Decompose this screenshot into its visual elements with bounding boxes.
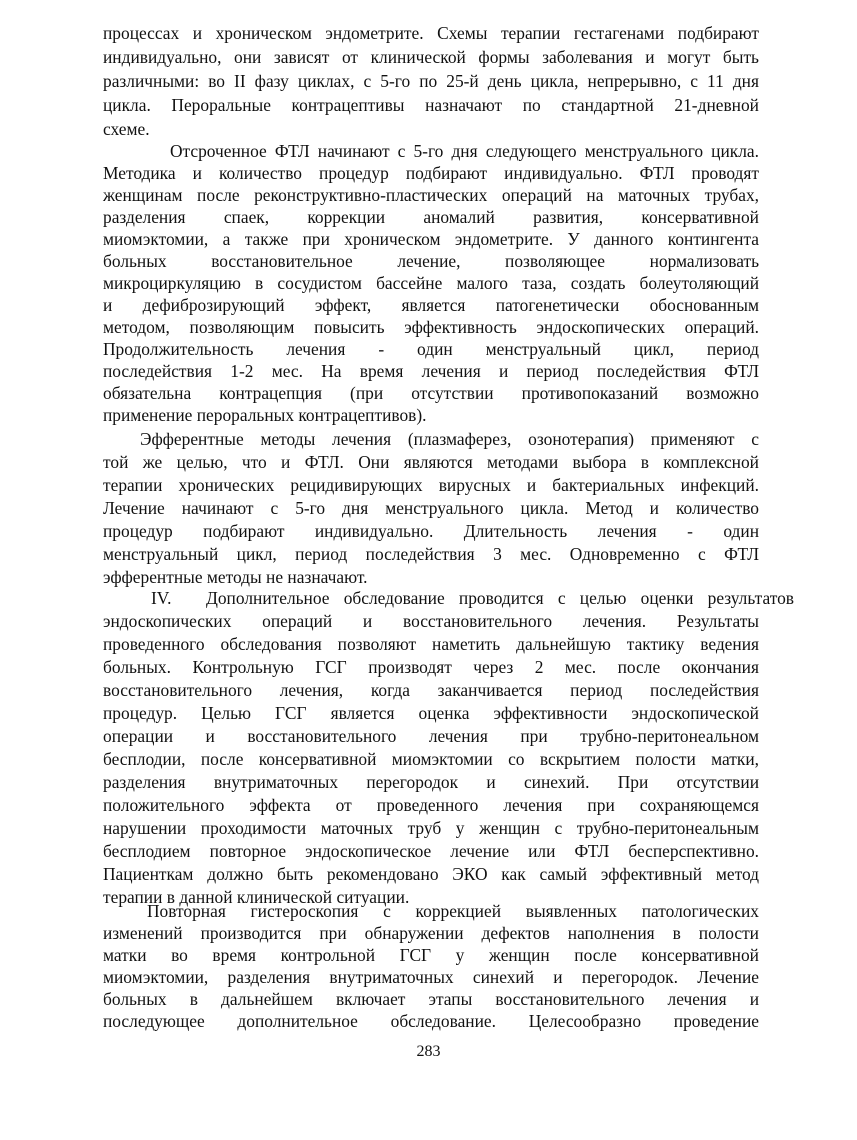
- text-line: восстановительного лечения, когда заканчивается период последействия: [103, 680, 759, 700]
- text-line: Пациенткам должно быть рекомендовано ЭКО как самый эффективный метод: [103, 864, 759, 884]
- text-line: Отсроченное ФТЛ начинают с 5-го дня следующего менструального цикла.: [170, 141, 759, 161]
- text-line: миомэктомии, а также при хроническом эндометрите. У данного контингента: [103, 229, 759, 249]
- text-line: той же целью, что и ФТЛ. Они являются методами выбора в комплексной: [103, 452, 759, 472]
- text-line: индивидуально, они зависят от клинической формы заболевания и могут быть: [103, 47, 759, 67]
- text-line: Методика и количество процедур подбирают индивидуально. ФТЛ проводят: [103, 163, 759, 183]
- text-line: разделения внутриматочных перегородок и синехий. При отсутствии: [103, 772, 759, 792]
- text-line: Дополнительное обследование проводится с целью оценки результатов: [206, 588, 794, 608]
- text-line: применение пероральных контрацептивов).: [103, 405, 427, 425]
- text-line: проведенного обследования позволяют наметить дальнейшую тактику ведения: [103, 634, 759, 654]
- text-line: больных. Контрольную ГСГ производят через 2 мес. после окончания: [103, 657, 759, 677]
- text-line: последующее дополнительное обследование. Целесообразно проведение: [103, 1011, 759, 1031]
- text-line: обязательна контрацепция (при отсутствии противопоказаний возможно: [103, 383, 759, 403]
- text-line: микроциркуляцию в сосудистом бассейне малого таза, создать болеутоляющий: [103, 273, 759, 293]
- text-line: терапии хронических рецидивирующих вирусных и бактериальных инфекций.: [103, 475, 759, 495]
- text-line: матки во время контрольной ГСГ у женщин после консервативной: [103, 945, 759, 965]
- text-line: последействия 1-2 мес. На время лечения и период последействия ФТЛ: [103, 361, 759, 381]
- page-number: 283: [416, 1043, 441, 1060]
- text-line: методом, позволяющим повысить эффективность эндоскопических операций.: [103, 317, 759, 337]
- text-line: процессах и хроническом эндометрите. Схемы терапии гестагенами подбирают: [103, 23, 759, 43]
- text-line: Продолжительность лечения - один менструальный цикл, период: [103, 339, 759, 359]
- text-line: миомэктомии, разделения внутриматочных синехий и перегородок. Лечение: [103, 967, 759, 987]
- text-line: бесплодии, после консервативной миомэктомии со вскрытием полости матки,: [103, 749, 759, 769]
- text-line: и дефиброзирующий эффект, является патогенетически обоснованным: [103, 295, 759, 315]
- text-line: положительного эффекта от проведенного лечения при сохраняющемся: [103, 795, 759, 815]
- text-line: женщинам после реконструктивно-пластических операций на маточных трубах,: [103, 185, 759, 205]
- text-line: цикла. Пероральные контрацептивы назначают по стандартной 21-дневной: [103, 95, 759, 115]
- text-line: Лечение начинают с 5-го дня менструального цикла. Метод и количество: [103, 498, 759, 518]
- text-line: процедур. Целью ГСГ является оценка эффективности эндоскопической: [103, 703, 759, 723]
- text-line: операции и восстановительного лечения при трубно-перитонеальном: [103, 726, 759, 746]
- text-line: эфферентные методы не назначают.: [103, 567, 368, 587]
- text-line: процедур подбирают индивидуально. Длительность лечения - один: [103, 521, 759, 541]
- section-marker: IV.: [151, 588, 172, 608]
- text-line: больных в дальнейшем включает этапы восстановительного лечения и: [103, 989, 759, 1009]
- text-line: схеме.: [103, 119, 150, 139]
- text-line: нарушении проходимости маточных труб у женщин с трубно-перитонеальным: [103, 818, 759, 838]
- text-line: изменений производится при обнаружении дефектов наполнения в полости: [103, 923, 759, 943]
- text-line: бесплодием повторное эндоскопическое лечение или ФТЛ бесперспективно.: [103, 841, 759, 861]
- text-line: терапии в данной клинической ситуации.: [103, 887, 410, 907]
- text-line: эндоскопических операций и восстановительного лечения. Результаты: [103, 611, 759, 631]
- text-line: разделения спаек, коррекции аномалий развития, консервативной: [103, 207, 759, 227]
- text-line: различными: во II фазу циклах, с 5-го по 25-й день цикла, непрерывно, с 11 дня: [103, 71, 759, 91]
- text-line: менструальный цикл, период последействия 3 мес. Одновременно с ФТЛ: [103, 544, 759, 564]
- text-line: Эфферентные методы лечения (плазмаферез, озонотерапия) применяют с: [140, 429, 759, 449]
- text-line: больных восстановительное лечение, позволяющее нормализовать: [103, 251, 759, 271]
- text-line: Повторная гистероскопия с коррекцией выявленных патологических: [147, 901, 759, 921]
